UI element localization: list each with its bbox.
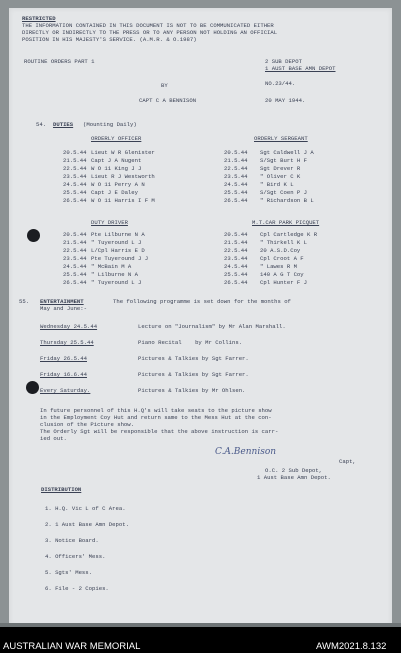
duty-driver-row-name: " Tuyeround L J	[91, 239, 142, 246]
order-number: NO.23/44.	[265, 80, 296, 87]
duty-driver-row-date: 23.5.44	[63, 255, 87, 262]
distribution-item: 3. Notice Board.	[45, 537, 99, 544]
by-label: BY	[161, 82, 168, 89]
programme-item: Pictures & Talkies by Sgt Farrer.	[138, 371, 249, 378]
orderly-officer-row-name: Capt J A Nugent	[91, 157, 142, 164]
programme-item: Lecture on "Journalism" by Mr Alan Marshall.	[138, 323, 286, 330]
section-55-note-4: The Orderly Sgt will be responsible that the above instruction is carr-	[40, 428, 279, 435]
orderly-sergeant-row-name: " Richardson B L	[260, 197, 314, 204]
car-park-row-name: 140 A G T Coy	[260, 271, 304, 278]
orderly-sergeant-row-date: 25.5.44	[224, 189, 248, 196]
section-55-intro-2: May and June:-	[40, 305, 87, 312]
section-54-subtitle: (Mounting Daily)	[83, 121, 137, 128]
distribution-item: 1. H.Q. Vic L of C Area.	[45, 505, 126, 512]
orderly-officer-row-name: W O 11 Harris I F M	[91, 197, 155, 204]
issuing-officer: CAPT C A BENNISON	[139, 97, 197, 104]
car-park-row-date: 20.5.44	[224, 231, 248, 238]
programme-day: Friday 16.6.44	[40, 371, 87, 378]
car-park-row-date: 22.5.44	[224, 247, 248, 254]
orderly-officer-row-name: Capt J E Daley	[91, 189, 138, 196]
unit-line-2: 1 AUST BASE AMN DEPOT	[265, 65, 336, 72]
duty-driver-row-date: 21.5.44	[63, 239, 87, 246]
section-54-title: DUTIES	[53, 121, 74, 128]
section-54-number: 54.	[36, 121, 47, 128]
programme-item: Pictures & Talkies by Mr Ohlsen.	[138, 387, 246, 394]
classification-marking: RESTRICTED	[22, 15, 56, 22]
orderly-officer-row-date: 20.5.44	[63, 149, 87, 156]
signature-rank: Capt,	[339, 458, 356, 465]
distribution-heading: DISTRIBUTION	[41, 486, 82, 493]
duty-driver-row-name: " McBain M A	[91, 263, 132, 270]
duty-driver-row-date: 24.5.44	[63, 263, 87, 270]
car-park-row-name: Cpl Hunter F J	[260, 279, 307, 286]
car-park-row-date: 23.5.44	[224, 255, 248, 262]
orderly-officer-heading: ORDERLY OFFICER	[91, 135, 142, 142]
orderly-officer-row-name: Lieut W R Glenister	[91, 149, 155, 156]
handwritten-signature: C.A.Bennison	[215, 447, 277, 457]
car-park-row-name: 20 A.S.D.Coy	[260, 247, 301, 254]
car-park-picquet-heading: M.T.CAR PARK PICQUET	[252, 219, 320, 226]
orderly-officer-row-name: Lieut R J Westworth	[91, 173, 155, 180]
programme-item: Piano Recital by Mr Collins.	[138, 339, 243, 346]
orderly-sergeant-row-date: 20.5.44	[224, 149, 248, 156]
car-park-row-name: Cpl Croot A F	[260, 255, 304, 262]
distribution-item: 6. File - 2 Copies.	[45, 585, 109, 592]
section-55-title: ENTERTAINMENT	[40, 298, 84, 305]
security-notice-line-1: THE INFORMATION CONTAINED IN THIS DOCUMENT IS NOT TO BE COMMUNICATED EITHER	[22, 22, 274, 29]
orderly-officer-row-date: 25.5.44	[63, 189, 87, 196]
car-park-row-date: 25.5.44	[224, 271, 248, 278]
orderly-sergeant-row-date: 23.5.44	[224, 173, 248, 180]
orderly-sergeant-row-name: " Bird K L	[260, 181, 294, 188]
section-55-intro-1: The following programme is set down for the months of	[113, 298, 291, 305]
orderly-officer-row-date: 24.5.44	[63, 181, 87, 188]
duty-driver-row-name: " Tuyeround L J	[91, 279, 142, 286]
car-park-row-date: 24.5.44	[224, 263, 248, 270]
programme-item: Pictures & Talkies by Sgt Farrer.	[138, 355, 249, 362]
orderly-sergeant-row-name: Sgt Drever R	[260, 165, 301, 172]
distribution-item: 2. 1 Aust Base Amn Depot.	[45, 521, 129, 528]
duty-driver-row-name: L/Cpl Harris E D	[91, 247, 145, 254]
section-55-note-1: In future personnel of this H.Q's will take seats to the picture show	[40, 407, 272, 414]
orderly-sergeant-row-name: " Oliver C K	[260, 173, 301, 180]
section-55-note-5: ied out.	[40, 435, 67, 442]
orderly-sergeant-row-name: S/Sgt Burt H F	[260, 157, 307, 164]
unit-line-1: 2 SUB DEPOT	[265, 58, 302, 65]
orderly-sergeant-heading: ORDERLY SERGEANT	[254, 135, 308, 142]
car-park-row-date: 21.5.44	[224, 239, 248, 246]
section-55-note-3: clusion of the Picture show.	[40, 421, 134, 428]
orderly-sergeant-row-name: S/Sgt Coen P J	[260, 189, 307, 196]
footer-institution: AUSTRALIAN WAR MEMORIAL	[3, 641, 141, 652]
orderly-sergeant-row-date: 21.5.44	[224, 157, 248, 164]
punch-hole-bottom	[26, 381, 39, 394]
orderly-officer-row-date: 26.5.44	[63, 197, 87, 204]
security-notice-line-3: POSITION IN HIS MAJESTY'S SERVICE. (A.M.R. & O.1987)	[22, 36, 197, 43]
duty-driver-row-date: 20.5.44	[63, 231, 87, 238]
car-park-row-name: " Thirkell K L	[260, 239, 307, 246]
duty-driver-row-name: Pte Tuyeround J J	[91, 255, 149, 262]
distribution-item: 5. Sgts' Mess.	[45, 569, 92, 576]
document-page	[9, 8, 392, 627]
car-park-row-name: " Lawes R M	[260, 263, 297, 270]
duty-driver-row-date: 26.5.44	[63, 279, 87, 286]
signature-line-1: O.C. 2 Sub Depot,	[265, 467, 323, 474]
footer-accession-number: AWM2021.8.132	[316, 641, 387, 652]
orderly-officer-row-name: W O 11 King J J	[91, 165, 142, 172]
programme-day: Wednesday 24.5.44	[40, 323, 98, 330]
orderly-officer-row-date: 23.5.44	[63, 173, 87, 180]
programme-day: Thursday 25.5.44	[40, 339, 94, 346]
car-park-row-date: 26.5.44	[224, 279, 248, 286]
duty-driver-row-name: Pte Lilburne N A	[91, 231, 145, 238]
orderly-officer-row-date: 22.5.44	[63, 165, 87, 172]
orderly-officer-row-date: 21.5.44	[63, 157, 87, 164]
section-55-note-2: in the Employment Coy Hut and return same to the Mess Hut at the con-	[40, 414, 272, 421]
duty-driver-row-date: 25.5.44	[63, 271, 87, 278]
duty-driver-row-name: " Lilburne N A	[91, 271, 138, 278]
order-date: 20 MAY 1944.	[265, 97, 306, 104]
routine-orders-heading: ROUTINE ORDERS PART 1	[24, 58, 95, 65]
orderly-officer-row-name: W O 11 Perry A N	[91, 181, 145, 188]
distribution-item: 4. Officers' Mess.	[45, 553, 106, 560]
duty-driver-row-date: 22.5.44	[63, 247, 87, 254]
programme-day: Friday 26.5.44	[40, 355, 87, 362]
security-notice-line-2: DIRECTLY OR INDIRECTLY TO THE PRESS OR TO ANY PERSON NOT HOLDING AN OFFICIAL	[22, 29, 278, 36]
archive-footer	[0, 627, 401, 653]
orderly-sergeant-row-date: 22.5.44	[224, 165, 248, 172]
orderly-sergeant-row-date: 26.5.44	[224, 197, 248, 204]
orderly-sergeant-row-name: Sgt Caldwell J A	[260, 149, 314, 156]
punch-hole-top	[27, 229, 40, 242]
section-55-number: 55.	[19, 298, 30, 305]
orderly-sergeant-row-date: 24.5.44	[224, 181, 248, 188]
duty-driver-heading: DUTY DRIVER	[91, 219, 128, 226]
programme-day: Every Saturday.	[40, 387, 91, 394]
car-park-row-name: Cpl Cartledge K R	[260, 231, 318, 238]
signature-line-2: 1 Aust Base Amn Depot.	[257, 474, 331, 481]
